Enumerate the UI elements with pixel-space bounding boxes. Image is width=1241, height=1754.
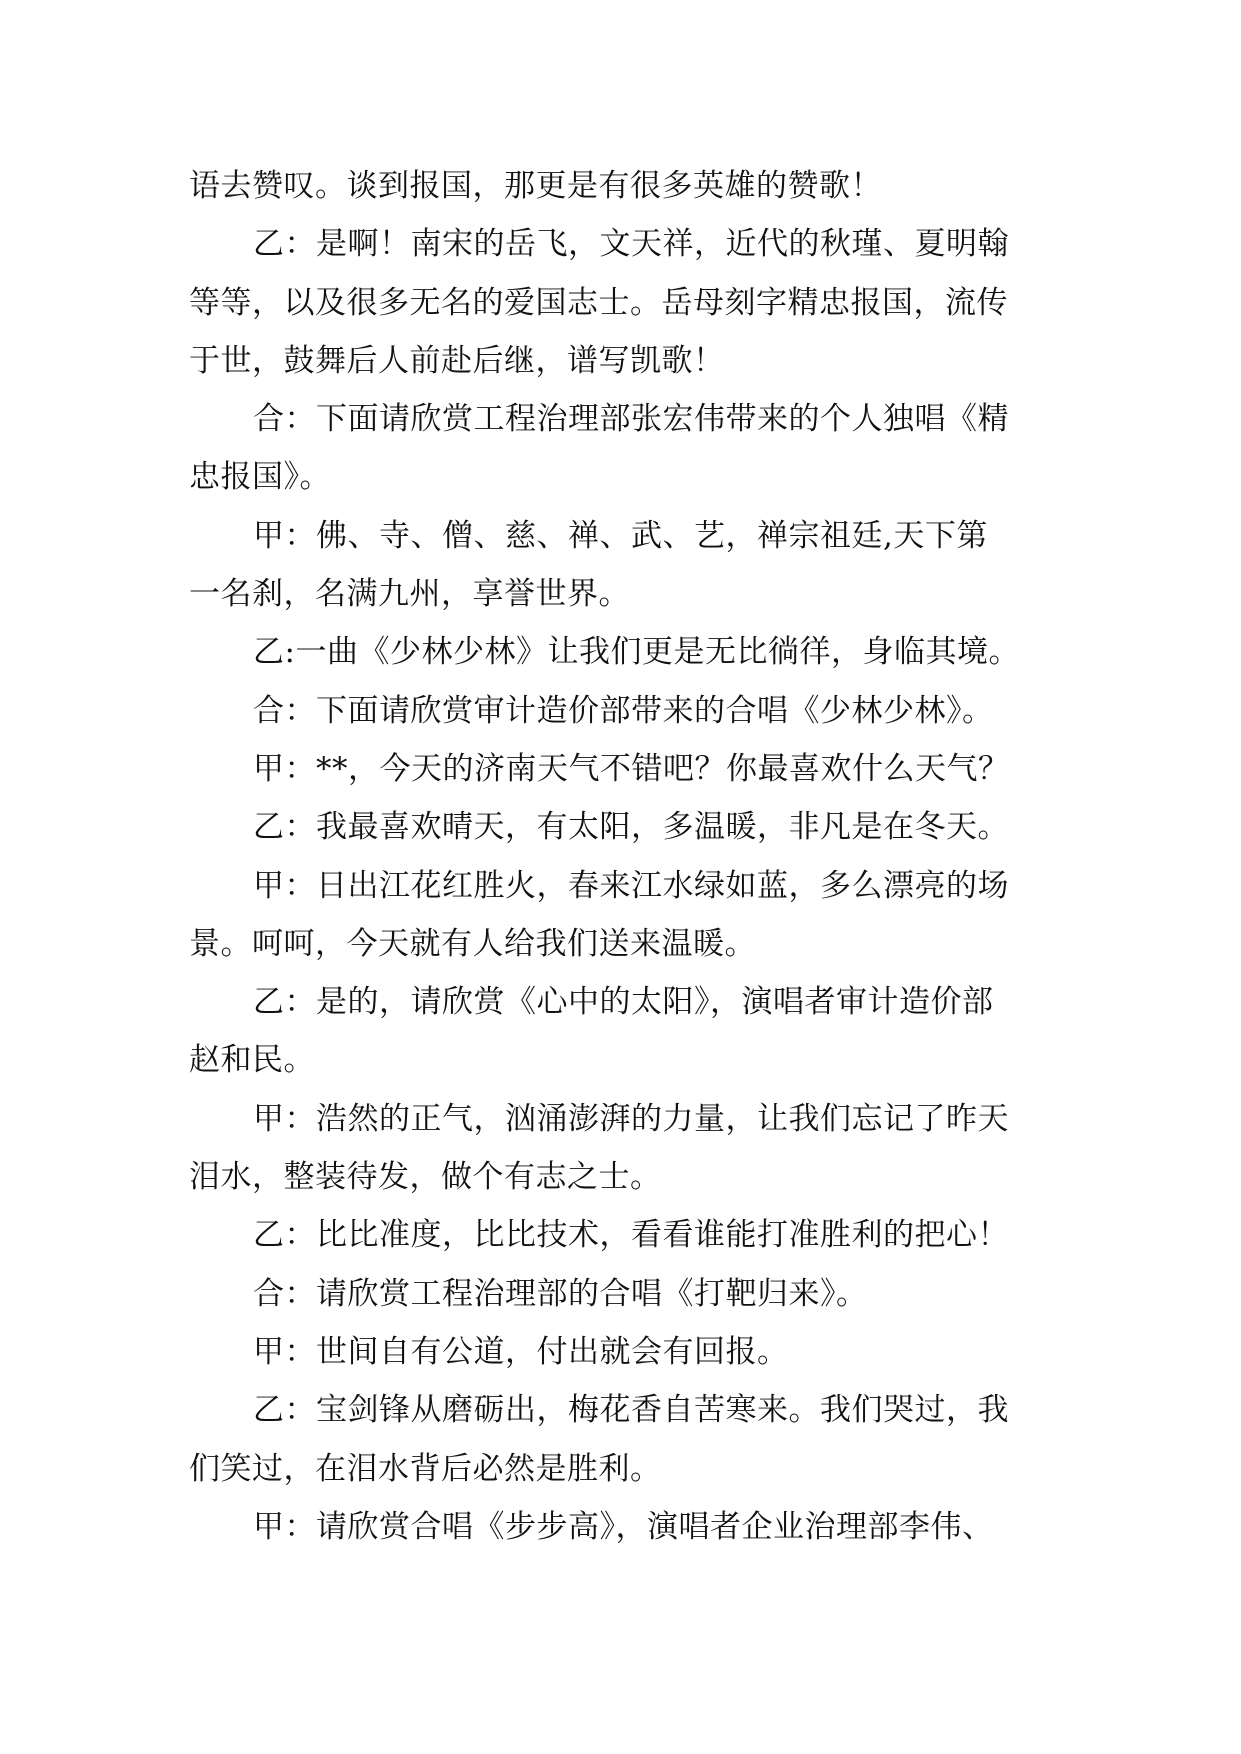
text-line: 乙:一曲《少林少林》让我们更是无比徜徉，身临其境。: [253, 634, 1020, 671]
text-line: 甲：世间自有公道，付出就会有回报。: [253, 1333, 789, 1370]
text-line: 甲：请欣赏合唱《步步高》，演唱者企业治理部李伟、: [253, 1508, 994, 1545]
text-line: 赵和民。: [189, 1042, 315, 1079]
text-line: 甲：日出江花红胜火，春来江水绿如蓝，多么漂亮的场: [253, 867, 1009, 904]
text-line: 乙：是啊！南宋的岳飞，文天祥，近代的秋瑾、夏明翰: [253, 226, 1009, 263]
text-line: 乙：是的，请欣赏《心中的太阳》，演唱者审计造价部: [253, 984, 994, 1021]
text-line: 们笑过，在泪水背后必然是胜利。: [189, 1450, 662, 1487]
text-line: 甲：佛、寺、僧、慈、禅、武、艺，禅宗祖廷,天下第: [253, 517, 988, 554]
text-line: 乙：我最喜欢晴天，有太阳，多温暖，非凡是在冬天。: [253, 809, 1009, 846]
text-line: 合：下面请欣赏工程治理部张宏伟带来的个人独唱《精: [253, 401, 1009, 438]
text-line: 合：请欣赏工程治理部的合唱《打靶归来》。: [253, 1275, 868, 1312]
text-line: 忠报国》。: [189, 459, 331, 496]
text-line: 合：下面请欣赏审计造价部带来的合唱《少林少林》。: [253, 692, 994, 729]
text-line: 乙：比比准度，比比技术，看看谁能打准胜利的把心！: [253, 1217, 1009, 1254]
text-line: 语去赞叹。谈到报国，那更是有很多英雄的赞歌！: [189, 168, 882, 204]
text-line: 泪水，整装待发，做个有志之士。: [189, 1159, 662, 1196]
text-line: 乙：宝剑锋从磨砺出，梅花香自苦寒来。我们哭过，我: [253, 1392, 1009, 1429]
text-line: 等等，以及很多无名的爱国志士。岳母刻字精忠报国，流传: [189, 284, 1008, 321]
text-line: 于世，鼓舞后人前赴后继，谱写凯歌！: [189, 342, 725, 379]
text-line: 甲：浩然的正气，汹涌澎湃的力量，让我们忘记了昨天: [253, 1100, 1009, 1137]
text-line: 一名刹，名满九州，享誉世界。: [189, 576, 630, 613]
text-line: 甲：**，今天的济南天气不错吧？你最喜欢什么天气？: [253, 750, 1010, 787]
text-line: 景。呵呵，今天就有人给我们送来温暖。: [189, 925, 756, 962]
script-text: [189, 157, 1049, 1556]
